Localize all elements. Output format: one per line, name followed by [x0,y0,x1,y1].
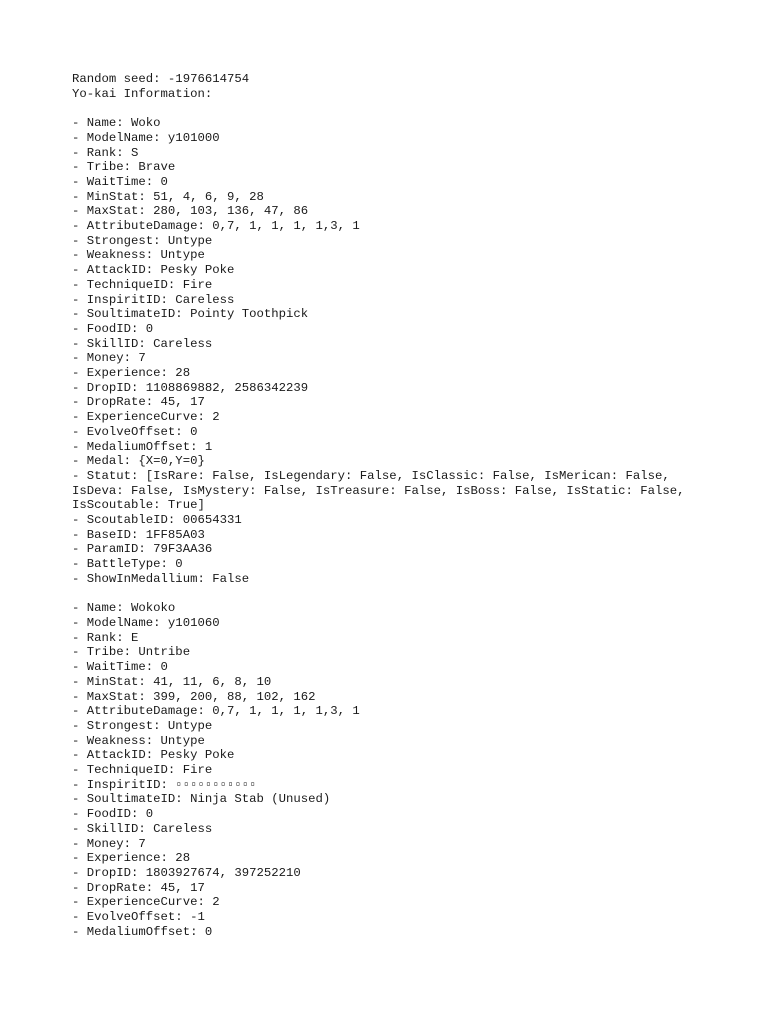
entry-field-line: - TechniqueID: Fire [72,277,213,292]
entry-field-line: - Statut: [IsRare: False, IsLegendary: False, IsClassic: False, IsMerican: False, IsDeva: False, IsMystery: False, IsTreasure: False, IsBoss: False, IsStatic: False, IsScoutable: True] [72,468,692,513]
entry-field-line: - Strongest: Untype [72,718,213,733]
document-page [72,72,712,939]
yokai-entries [72,116,712,939]
entry-field-line: - BattleType: 0 [72,557,183,572]
entry-field-line: - ModelName: y101000 [72,130,220,145]
entry-field-line: - Name: Woko [72,116,161,131]
entry-field-line: - SoultimateID: Ninja Stab (Unused) [72,792,331,807]
entry-field-line: - Weakness: Untype [72,733,205,748]
entry-field-line: - DropID: 1108869882, 2586342239 [72,380,309,395]
entry-field-line: - DropID: 1803927674, 397252210 [72,865,301,880]
entry-field-line: - MaxStat: 399, 200, 88, 102, 162 [72,689,316,704]
random-seed-line: Random seed: -1976614754 [72,72,250,86]
entry-field-line: - TechniqueID: Fire [72,763,213,778]
entry-field-line: - ParamID: 79F3AA36 [72,542,213,557]
document-title: Yo-kai Information: [72,86,213,101]
spacer [72,587,712,602]
entry-field-line: - SkillID: Careless [72,821,213,836]
entry-field-line: - SkillID: Careless [72,336,213,351]
entry-field-line: - EvolveOffset: -1 [72,910,205,925]
entry-field-line: - Money: 7 [72,351,146,366]
entry-field-line: - WaitTime: 0 [72,660,168,675]
entry-field-line: - ScoutableID: 00654331 [72,513,242,528]
entry-field-line: - Money: 7 [72,836,146,851]
entry-field-line: - Strongest: Untype [72,233,213,248]
entry-field-line: - ExperienceCurve: 2 [72,410,220,425]
entry-field-line: - AttributeDamage: 0,7, 1, 1, 1, 1,3, 1 [72,704,360,719]
yokai-entry [72,601,712,939]
entry-field-line: - Tribe: Brave [72,160,176,175]
entry-field-line: - AttributeDamage: 0,7, 1, 1, 1, 1,3, 1 [72,219,360,234]
entry-field-line: - FoodID: 0 [72,321,154,336]
entry-field-line: - ExperienceCurve: 2 [72,895,220,910]
yokai-entry [72,116,712,587]
entry-field-line: - InspiritID: ▫▫▫▫▫▫▫▫▫▫▫ [72,777,257,792]
entry-field-line: - DropRate: 45, 17 [72,395,205,410]
entry-field-line: - Tribe: Untribe [72,645,191,660]
entry-field-line: - AttackID: Pesky Poke [72,263,235,278]
entry-field-line: - Experience: 28 [72,366,191,381]
entry-field-line: - DropRate: 45, 17 [72,880,205,895]
entry-field-line: - Rank: S [72,145,139,160]
entry-field-line: - SoultimateID: Pointy Toothpick [72,307,309,322]
entry-field-line: - BaseID: 1FF85A03 [72,527,205,542]
entry-field-line: - InspiritID: Careless [72,292,235,307]
entry-field-line: - Name: Wokoko [72,601,176,616]
entry-field-line: - MinStat: 41, 11, 6, 8, 10 [72,674,272,689]
entry-field-line: - EvolveOffset: 0 [72,424,198,439]
spacer [72,101,712,116]
entry-field-line: - MedaliumOffset: 1 [72,439,213,454]
entry-field-line: - Medal: {X=0,Y=0} [72,454,205,469]
entry-field-line: - WaitTime: 0 [72,174,168,189]
entry-field-line: - MinStat: 51, 4, 6, 9, 28 [72,189,264,204]
entry-field-line: - MedaliumOffset: 0 [72,924,213,939]
entry-field-line: - MaxStat: 280, 103, 136, 47, 86 [72,204,309,219]
entry-field-line: - ModelName: y101060 [72,615,220,630]
entry-field-line: - Weakness: Untype [72,248,205,263]
entry-field-line: - Rank: E [72,630,139,645]
entry-field-line: - Experience: 28 [72,851,191,866]
entry-field-line: - AttackID: Pesky Poke [72,748,235,763]
entry-field-line: - ShowInMedallium: False [72,571,250,586]
entry-field-line: - FoodID: 0 [72,807,154,822]
